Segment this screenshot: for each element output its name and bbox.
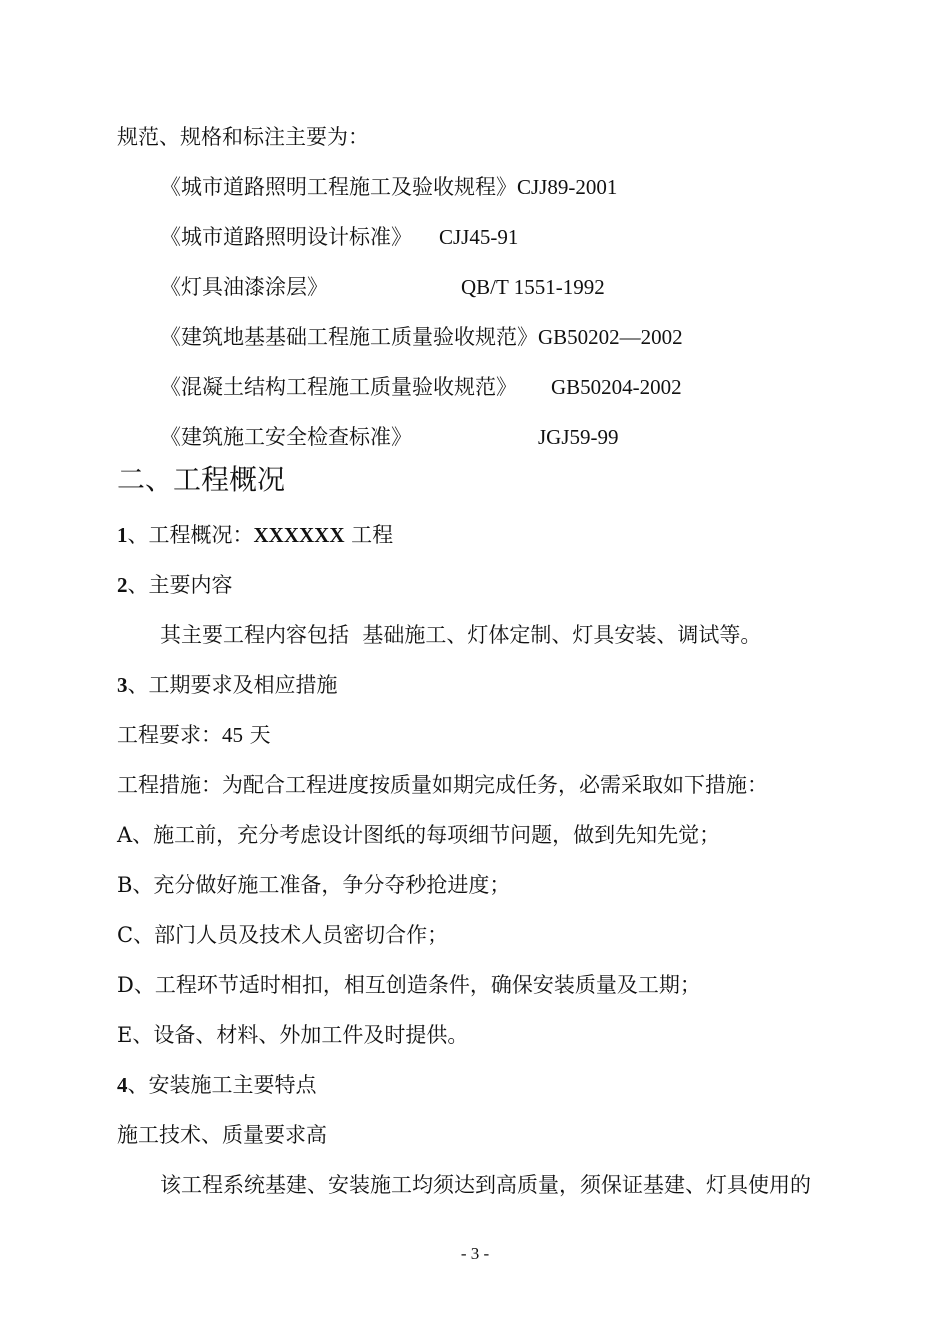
standard-code: GB50202—2002: [538, 325, 683, 349]
standard-code: CJJ89-2001: [517, 175, 618, 199]
standard-item: [160, 323, 683, 351]
standard-code: GB50204-2002: [551, 375, 682, 399]
content-paragraph: 其主要工程内容包括 基础施工、灯体定制、灯具安装、调试等。: [160, 623, 762, 647]
standard-code: QB/T 1551-1992: [461, 275, 605, 299]
standard-code: JGJ59-99: [538, 425, 619, 449]
project-name: XXXXXX: [253, 523, 345, 547]
item-label: 、主要内容: [127, 573, 233, 597]
item-1: [117, 521, 393, 549]
standard-title: 《建筑地基基础工程施工质量验收规范》: [160, 325, 538, 349]
standard-title: 《城市道路照明设计标准》: [160, 225, 412, 249]
item-label: 、工程概况：: [127, 523, 254, 547]
measure-item: D、工程环节适时相扣，相互创造条件，确保安装质量及工期；: [117, 973, 701, 997]
measure-item: E、设备、材料、外加工件及时提供。: [117, 1023, 469, 1047]
item-number: 4: [117, 1073, 128, 1097]
item-3: [117, 671, 338, 699]
schedule-unit: 天: [243, 723, 271, 747]
standard-title: 《混凝土结构工程施工质量验收规范》: [160, 375, 517, 399]
measure-item: C、部门人员及技术人员密切合作；: [117, 923, 449, 947]
measure-item: A、施工前，充分考虑设计图纸的每项细节问题，做到先知先觉；: [117, 823, 721, 847]
item-suffix: 工程: [344, 523, 394, 547]
feature-title: 施工技术、质量要求高: [117, 1123, 327, 1147]
schedule-line: [117, 721, 271, 749]
standard-item: [160, 423, 619, 451]
standard-title: 《建筑施工安全检查标准》: [160, 425, 412, 449]
item-2: [117, 571, 233, 599]
standard-code: CJJ45-91: [439, 225, 519, 249]
item-4: [117, 1071, 317, 1099]
standard-item: [160, 273, 605, 301]
item-label: 、工期要求及相应措施: [127, 673, 338, 697]
standard-title: 《城市道路照明工程施工及验收规程》: [160, 175, 517, 199]
item-number: 2: [117, 573, 128, 597]
item-number: 1: [117, 523, 128, 547]
schedule-label: 工程要求：: [117, 723, 222, 747]
item-number: 3: [117, 673, 128, 697]
feature-paragraph: 该工程系统基建、安装施工均须达到高质量，须保证基建、灯具使用的: [160, 1173, 811, 1197]
schedule-value: 45: [222, 723, 243, 747]
measure-item: B、充分做好施工准备，争分夺秒抢进度；: [117, 873, 511, 897]
page-number: - 3 -: [460, 1244, 490, 1263]
section-heading: 二、工程概况: [117, 463, 286, 496]
standard-item: [160, 373, 682, 401]
item-label: 、安装施工主要特点: [127, 1073, 317, 1097]
intro-text: 规范、规格和标注主要为：: [117, 125, 369, 149]
measures-intro: 工程措施：为配合工程进度按质量如期完成任务，必需采取如下措施：: [117, 773, 768, 797]
standard-item: [160, 173, 617, 201]
standard-title: 《灯具油漆涂层》: [160, 275, 328, 299]
standard-item: [160, 223, 519, 251]
